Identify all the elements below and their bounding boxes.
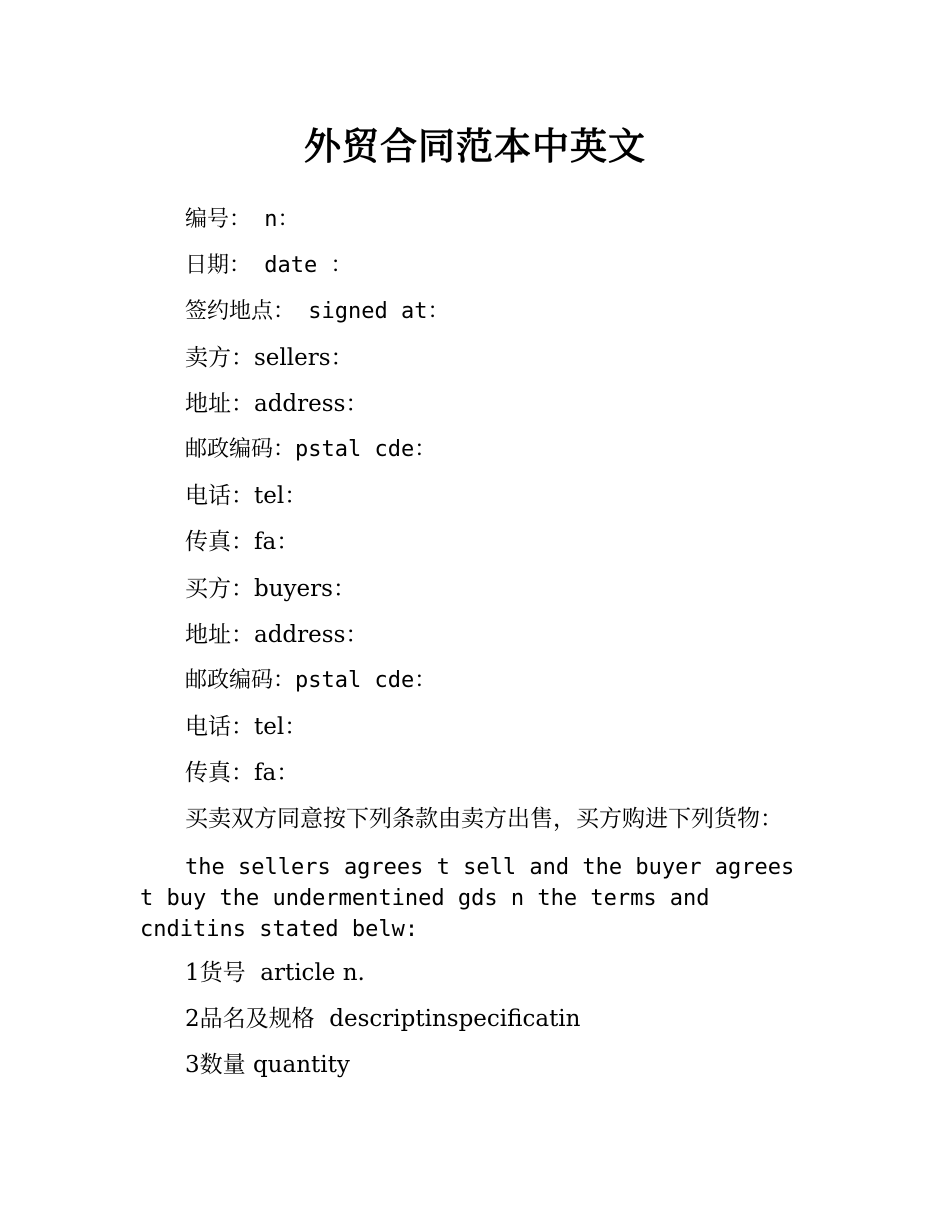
field-sellers: 卖方：sellers：	[185, 345, 354, 371]
document-title: 外贸合同范本中英文	[304, 125, 646, 168]
field-buyer-fax: 传真：fa：	[185, 760, 300, 786]
field-seller-address: 地址：address：	[185, 391, 369, 417]
field-contract-no: 编号： n：	[185, 207, 300, 232]
item-description: 2品名及规格 descriptinspecificatin	[185, 1006, 581, 1032]
field-date: 日期： date ：	[185, 253, 353, 278]
agreement-en: the sellers agrees t sell and the buyer agrees t buy the undermentined gds n the terms and cnditins stated belw:	[140, 855, 795, 942]
field-buyer-postal-code: 邮政编码：pstal cde：	[185, 668, 437, 693]
item-article-no: 1货号 article n.	[185, 960, 365, 986]
field-seller-tel: 电话：tel：	[185, 483, 308, 509]
field-buyers: 买方：buyers：	[185, 576, 356, 602]
field-signed-at: 签约地点： signed at：	[185, 299, 450, 324]
field-seller-postal-code: 邮政编码：pstal cde：	[185, 437, 437, 462]
field-buyer-address: 地址：address：	[185, 622, 369, 648]
field-buyer-tel: 电话：tel：	[185, 714, 308, 740]
field-seller-fax: 传真：fa：	[185, 529, 300, 555]
item-quantity: 3数量 quantity	[185, 1052, 350, 1078]
agreement-cn: 买卖双方同意按下列条款由卖方出售，买方购进下列货物：	[185, 806, 783, 832]
